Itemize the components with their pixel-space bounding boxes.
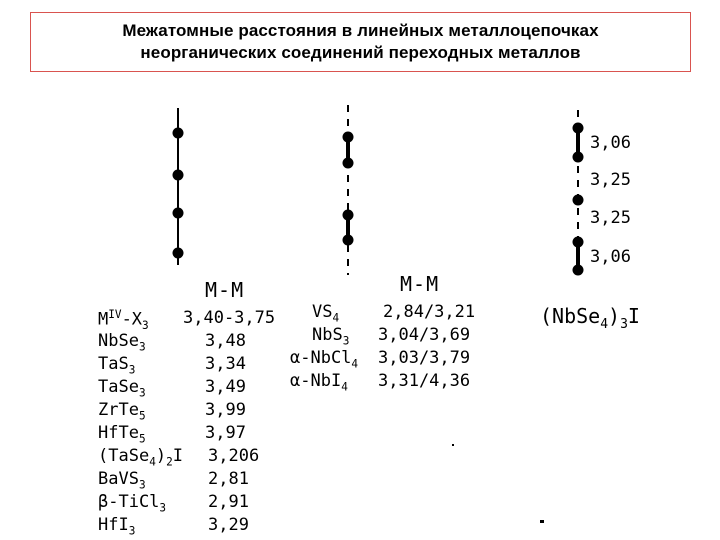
table-2-value: 3,04/3,69 [378,325,471,345]
chain-3-distance: 3,06 [590,133,631,153]
table-1-formula: ZrTe$_5$ [98,400,146,423]
table-1-value: 3,40-3,75 [183,308,276,328]
table-3-formula: $(NbSe_4)_3I$ [540,304,640,332]
table-1-formula: $(TaSe_4)_2I$ [98,446,183,469]
table-2-formula: α-NbCl$_4$ [290,348,359,371]
table-1-header: M-M [205,278,245,302]
chain-3-atom [573,195,584,206]
title-line-1: Межатомные расстояния в линейных металлоцепочках [122,21,599,40]
table-1-formula: $M^{IV}-X_3$ [98,308,149,333]
speck [540,520,544,523]
table-2-formula: α-NbI$_4$ [290,371,348,394]
table-1-value: 3,206 [208,446,260,466]
table-1-formula: BaVS$_3$ [98,469,146,492]
chain-3-atom [573,123,584,134]
table-1-formula: HfI$_3$ [98,515,136,538]
table-1-value: 3,29 [208,515,249,535]
table-1-value: 3,97 [205,423,246,443]
table-1-formula: NbSe$_3$ [98,331,146,354]
table-1-formula: TaSe$_3$ [98,377,146,400]
table-1-formula: TaS$_3$ [98,354,136,377]
table-2-value: 2,84/3,21 [383,302,476,322]
table-2-formula: NbS$_3$ [312,325,350,348]
table-1-value: 2,81 [208,469,249,489]
table-1-value: 3,34 [205,354,246,374]
table-2-value: 3,03/3,79 [378,348,471,368]
table-2-value: 3,31/4,36 [378,371,471,391]
table-2-formula: $VS_4$ [312,302,340,325]
table-1-value: 3,49 [205,377,246,397]
table-1-formula: HfTe$_5$ [98,423,146,446]
table-1-value: 3,48 [205,331,246,351]
chain-3-distance: 3,25 [590,208,631,228]
table-1-value: 3,99 [205,400,246,420]
title-line-2: неорганических соединений переходных металлов [140,43,581,62]
table-1-formula: β-TiCl$_3$ [98,492,167,515]
chain-3-distance: 3,06 [590,247,631,267]
chain-3-atom [573,265,584,276]
speck [452,444,454,446]
table-1-value: 2,91 [208,492,249,512]
chain-3-atom [573,152,584,163]
chain-3-distance: 3,25 [590,170,631,190]
chain-3-atom [573,237,584,248]
table-2-header: M-M [400,272,440,296]
